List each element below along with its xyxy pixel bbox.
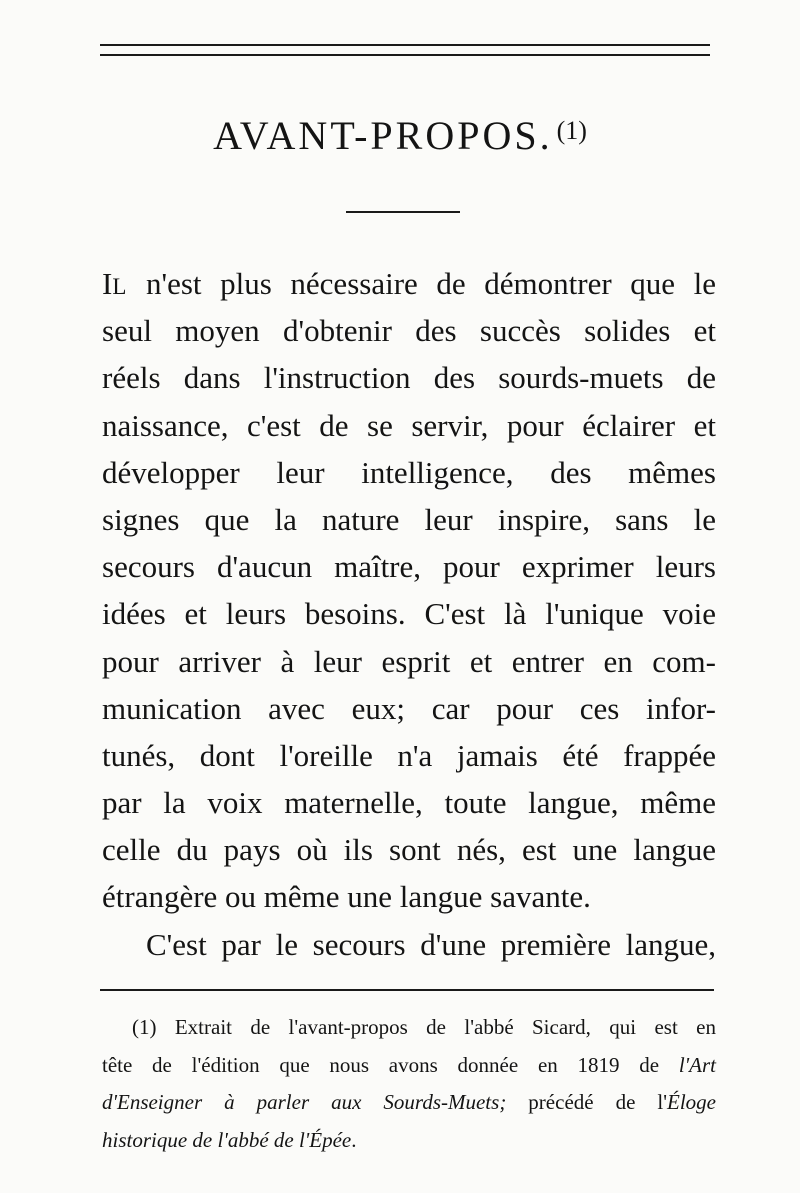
footnote-marker: (1): [556, 116, 587, 145]
main-paragraph: [102, 260, 716, 968]
header-double-rule-lower: [100, 54, 710, 56]
text-line-6: signes que la nature leur inspire, sans le: [102, 501, 716, 537]
text-line-7: secours d'aucun maître, pour exprimer leurs: [102, 549, 716, 585]
text-line-1: IL n'est plus nécessaire de démontrer que le: [102, 266, 716, 301]
text-line-4: naissance, c'est de se servir, pour éclairer et: [102, 407, 716, 443]
footnote-line-2: tête de l'édition que nous avons donnée en 1819 de l'Art: [102, 1052, 716, 1077]
drop-capital: IL: [102, 266, 128, 301]
chapter-title: [0, 112, 800, 159]
text-line-13: celle du pays où ils sont nés, est une langue: [102, 832, 716, 868]
text-line-3: réels dans l'instruction des sourds-muets de: [102, 360, 716, 396]
text-line-12: par la voix maternelle, toute langue, même: [102, 785, 716, 821]
text-line-10: munication avec eux; car pour ces infor-: [102, 690, 716, 726]
chapter-title-text: AVANT-PROPOS.: [213, 113, 553, 158]
text-line-8: idées et leurs besoins. C'est là l'unique voie: [102, 596, 716, 632]
text-line-9: pour arriver à leur esprit et entrer en com-: [102, 643, 716, 679]
text-line-2: seul moyen d'obtenir des succès solides et: [102, 313, 716, 349]
footnote: [102, 1009, 716, 1159]
text-line-5: développer leur intelligence, des mêmes: [102, 454, 716, 490]
footnote-line-3: d'Enseigner à parler aux Sourds-Muets; précédé de l'Éloge: [102, 1090, 716, 1114]
footnote-line-4: historique de l'abbé de l'Épée.: [102, 1127, 357, 1152]
title-separator-rule: [346, 211, 460, 213]
header-double-rule-upper: [100, 44, 710, 46]
footnote-line-1: (1) Extrait de l'avant-propos de l'abbé Sicard, qui est en: [132, 1015, 716, 1039]
text-line-11: tunés, dont l'oreille n'a jamais été frappée: [102, 737, 716, 773]
text-line-14: étrangère ou même une langue savante.: [102, 879, 591, 915]
footnote-separator-rule: [100, 989, 714, 991]
text-line-15: C'est par le secours d'une première langue,: [146, 926, 716, 962]
